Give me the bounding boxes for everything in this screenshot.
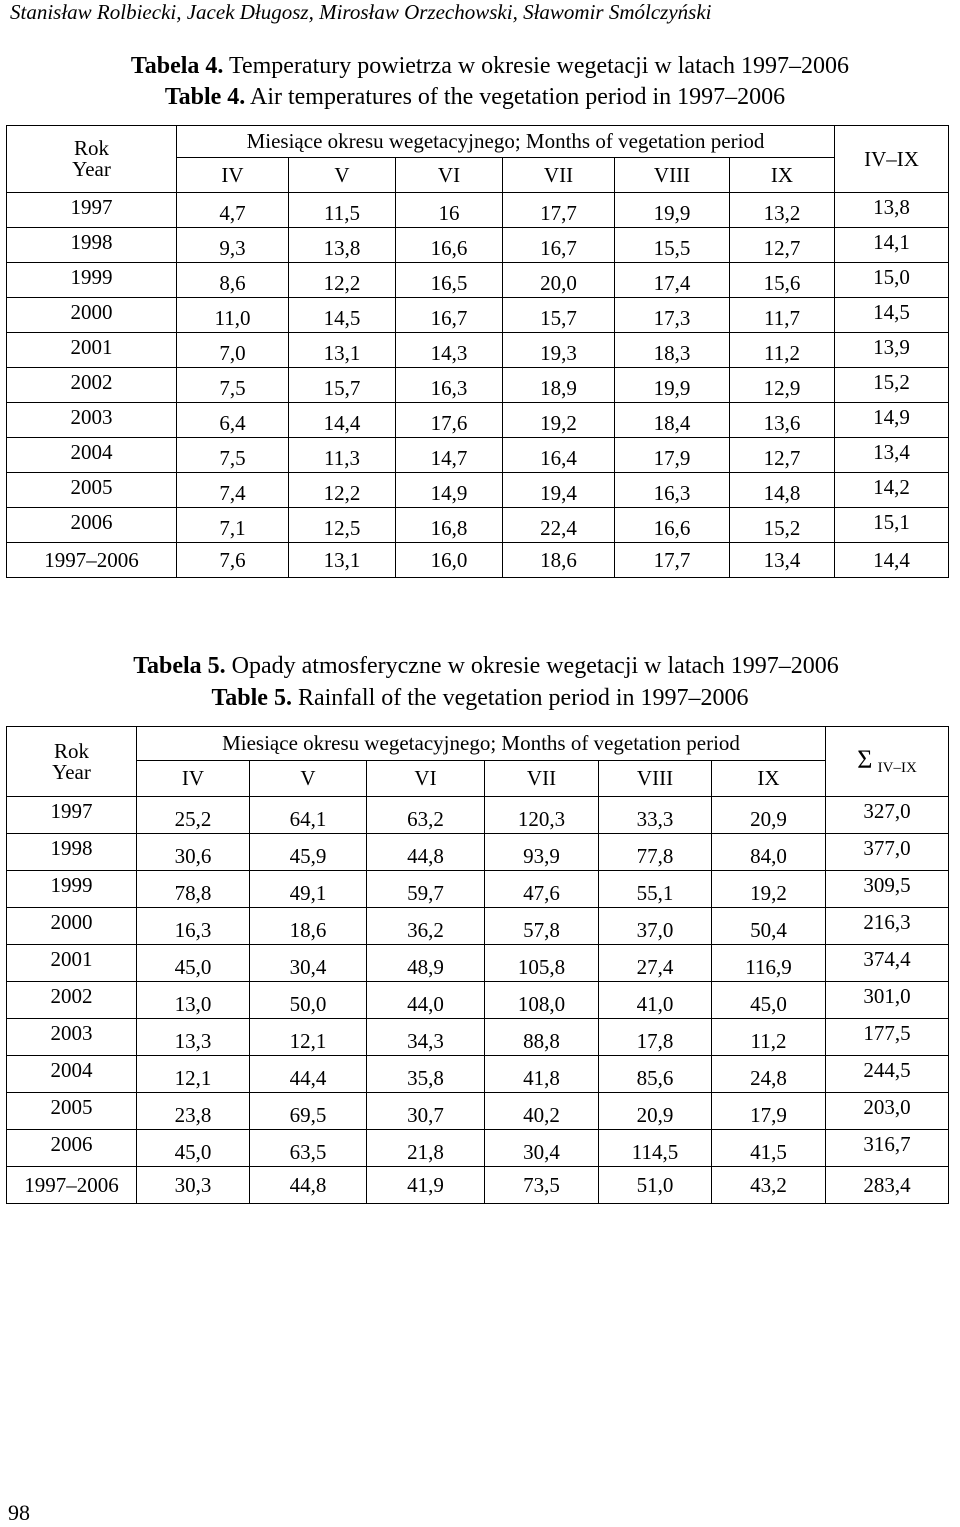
value-cell: 17,8 <box>599 1019 712 1056</box>
value-cell: 47,6 <box>485 871 599 908</box>
value-cell: 7,0 <box>177 333 289 368</box>
total-cell: 374,4 <box>826 945 949 982</box>
value-cell: 16,8 <box>396 508 503 543</box>
table-row <box>7 438 949 473</box>
value-cell: 18,4 <box>615 403 730 438</box>
value-cell: 14,7 <box>396 438 503 473</box>
value-cell: 64,1 <box>250 797 367 834</box>
value-cell: 49,1 <box>250 871 367 908</box>
value-cell: 12,2 <box>289 473 396 508</box>
summary-year-cell: 1997–2006 <box>7 1167 137 1204</box>
summary-total-cell: 14,4 <box>835 543 949 578</box>
table5-caption-pl <box>0 650 960 682</box>
value-cell: 45,0 <box>137 1130 250 1167</box>
year-cell: 1998 <box>7 834 137 871</box>
table4-title-pl: Temperatury powietrza w okresie wegetacji w latach 1997–2006 <box>223 53 850 79</box>
year-cell: 2002 <box>7 982 137 1019</box>
value-cell: 22,4 <box>503 508 615 543</box>
value-cell: 6,4 <box>177 403 289 438</box>
value-cell: 13,0 <box>137 982 250 1019</box>
table5-label-en: Table 5. <box>211 685 292 711</box>
value-cell: 48,9 <box>367 945 485 982</box>
summary-value-cell: 7,6 <box>177 543 289 578</box>
total-cell: 203,0 <box>826 1093 949 1130</box>
year-header-pl: Rok <box>53 738 89 763</box>
value-cell: 12,7 <box>730 438 835 473</box>
value-cell: 14,9 <box>396 473 503 508</box>
value-cell: 18,9 <box>503 368 615 403</box>
value-cell: 15,6 <box>730 263 835 298</box>
year-cell: 2006 <box>7 1130 137 1167</box>
value-cell: 84,0 <box>712 834 826 871</box>
month-header: VI <box>396 158 503 193</box>
year-header-pl: Rok <box>73 136 109 160</box>
month-header: VII <box>485 761 599 797</box>
summary-value-cell: 51,0 <box>599 1167 712 1204</box>
value-cell: 21,8 <box>367 1130 485 1167</box>
value-cell: 7,5 <box>177 438 289 473</box>
value-cell: 93,9 <box>485 834 599 871</box>
value-cell: 88,8 <box>485 1019 599 1056</box>
value-cell: 24,8 <box>712 1056 826 1093</box>
month-header: V <box>250 761 367 797</box>
value-cell: 105,8 <box>485 945 599 982</box>
year-cell: 2001 <box>7 945 137 982</box>
total-cell: 13,8 <box>835 193 949 228</box>
sigma-subscript: IV–IX <box>877 760 917 776</box>
table4-label-en: Table 4. <box>164 84 246 110</box>
table-row <box>7 333 949 368</box>
value-cell: 17,9 <box>615 438 730 473</box>
summary-value-cell: 18,6 <box>503 543 615 578</box>
value-cell: 16,6 <box>615 508 730 543</box>
summary-value-cell: 13,1 <box>289 543 396 578</box>
value-cell: 15,7 <box>289 368 396 403</box>
summary-value-cell: 13,4 <box>730 543 835 578</box>
value-cell: 45,0 <box>712 982 826 1019</box>
value-cell: 35,8 <box>367 1056 485 1093</box>
value-cell: 11,3 <box>289 438 396 473</box>
value-cell: 15,5 <box>615 228 730 263</box>
table4-caption-pl <box>0 50 960 82</box>
total-cell: 216,3 <box>826 908 949 945</box>
value-cell: 69,5 <box>250 1093 367 1130</box>
value-cell: 12,7 <box>730 228 835 263</box>
value-cell: 11,7 <box>730 298 835 333</box>
total-header: IV–IX <box>835 126 949 193</box>
value-cell: 45,0 <box>137 945 250 982</box>
year-header-en: Year <box>72 157 111 181</box>
month-header: VII <box>503 158 615 193</box>
total-cell: 244,5 <box>826 1056 949 1093</box>
total-cell: 14,1 <box>835 228 949 263</box>
table4-label-pl: Tabela 4. <box>130 53 224 79</box>
total-cell: 377,0 <box>826 834 949 871</box>
months-group-header: Miesiące okresu wegetacyjnego; Months of vegetation period <box>137 727 826 761</box>
table5-caption-en <box>0 682 960 714</box>
value-cell: 13,6 <box>730 403 835 438</box>
value-cell: 12,2 <box>289 263 396 298</box>
year-cell: 1999 <box>7 263 177 298</box>
value-cell: 13,3 <box>137 1019 250 1056</box>
year-header-en: Year <box>52 759 91 784</box>
year-cell: 2000 <box>7 908 137 945</box>
month-header: VI <box>367 761 485 797</box>
summary-value-cell: 16,0 <box>396 543 503 578</box>
value-cell: 19,3 <box>503 333 615 368</box>
year-cell: 2006 <box>7 508 177 543</box>
summary-row <box>7 543 949 578</box>
year-cell: 2000 <box>7 298 177 333</box>
value-cell: 41,8 <box>485 1056 599 1093</box>
value-cell: 19,2 <box>503 403 615 438</box>
value-cell: 13,2 <box>730 193 835 228</box>
table-row <box>7 945 949 982</box>
summary-value-cell: 17,7 <box>615 543 730 578</box>
value-cell: 14,3 <box>396 333 503 368</box>
table-row <box>7 1093 949 1130</box>
value-cell: 55,1 <box>599 871 712 908</box>
value-cell: 50,4 <box>712 908 826 945</box>
table-row <box>7 298 949 333</box>
year-header <box>7 727 137 797</box>
value-cell: 18,6 <box>250 908 367 945</box>
year-cell: 2005 <box>7 1093 137 1130</box>
table-row <box>7 908 949 945</box>
value-cell: 44,4 <box>250 1056 367 1093</box>
value-cell: 11,5 <box>289 193 396 228</box>
value-cell: 30,6 <box>137 834 250 871</box>
value-cell: 17,7 <box>503 193 615 228</box>
value-cell: 14,8 <box>730 473 835 508</box>
value-cell: 16,3 <box>137 908 250 945</box>
table-row <box>7 834 949 871</box>
total-header <box>826 727 949 797</box>
table-row <box>7 871 949 908</box>
sigma-symbol: Σ <box>857 745 873 774</box>
year-cell: 2005 <box>7 473 177 508</box>
temperature-table <box>6 125 949 578</box>
value-cell: 13,8 <box>289 228 396 263</box>
value-cell: 12,1 <box>137 1056 250 1093</box>
table-row <box>7 193 949 228</box>
month-header: IV <box>177 158 289 193</box>
rainfall-table <box>6 726 949 1204</box>
value-cell: 8,6 <box>177 263 289 298</box>
year-cell: 2002 <box>7 368 177 403</box>
value-cell: 17,3 <box>615 298 730 333</box>
value-cell: 36,2 <box>367 908 485 945</box>
value-cell: 14,4 <box>289 403 396 438</box>
value-cell: 120,3 <box>485 797 599 834</box>
running-head: Stanisław Rolbiecki, Jacek Długosz, Mirosław Orzechowski, Sławomir Smólczyński <box>10 0 712 24</box>
table-row <box>7 263 949 298</box>
value-cell: 12,9 <box>730 368 835 403</box>
value-cell: 16,4 <box>503 438 615 473</box>
value-cell: 11,0 <box>177 298 289 333</box>
year-header <box>7 126 177 193</box>
year-cell: 2004 <box>7 1056 137 1093</box>
value-cell: 15,7 <box>503 298 615 333</box>
table-row <box>7 228 949 263</box>
value-cell: 25,2 <box>137 797 250 834</box>
value-cell: 16,3 <box>615 473 730 508</box>
value-cell: 20,9 <box>712 797 826 834</box>
value-cell: 19,9 <box>615 368 730 403</box>
total-cell: 177,5 <box>826 1019 949 1056</box>
month-header: VIII <box>615 158 730 193</box>
value-cell: 17,4 <box>615 263 730 298</box>
value-cell: 108,0 <box>485 982 599 1019</box>
year-cell: 2001 <box>7 333 177 368</box>
value-cell: 85,6 <box>599 1056 712 1093</box>
total-cell: 13,9 <box>835 333 949 368</box>
value-cell: 20,9 <box>599 1093 712 1130</box>
summary-value-cell: 43,2 <box>712 1167 826 1204</box>
total-cell: 14,9 <box>835 403 949 438</box>
total-cell: 14,5 <box>835 298 949 333</box>
value-cell: 16,6 <box>396 228 503 263</box>
table-row <box>7 982 949 1019</box>
summary-year-cell: 1997–2006 <box>7 543 177 578</box>
table4-title-en: Air temperatures of the vegetation period in 1997–2006 <box>245 84 786 110</box>
value-cell: 4,7 <box>177 193 289 228</box>
total-cell: 316,7 <box>826 1130 949 1167</box>
value-cell: 13,1 <box>289 333 396 368</box>
total-cell: 301,0 <box>826 982 949 1019</box>
value-cell: 19,2 <box>712 871 826 908</box>
table5-title-en: Rainfall of the vegetation period in 1997–2006 <box>291 685 749 711</box>
value-cell: 78,8 <box>137 871 250 908</box>
total-cell: 15,1 <box>835 508 949 543</box>
month-header: VIII <box>599 761 712 797</box>
table-row <box>7 508 949 543</box>
summary-value-cell: 30,3 <box>137 1167 250 1204</box>
value-cell: 7,5 <box>177 368 289 403</box>
total-cell: 13,4 <box>835 438 949 473</box>
value-cell: 63,2 <box>367 797 485 834</box>
value-cell: 16,7 <box>503 228 615 263</box>
table-row <box>7 368 949 403</box>
year-cell: 1998 <box>7 228 177 263</box>
value-cell: 50,0 <box>250 982 367 1019</box>
value-cell: 59,7 <box>367 871 485 908</box>
month-header: IV <box>137 761 250 797</box>
year-cell: 1999 <box>7 871 137 908</box>
value-cell: 116,9 <box>712 945 826 982</box>
value-cell: 33,3 <box>599 797 712 834</box>
value-cell: 11,2 <box>712 1019 826 1056</box>
value-cell: 23,8 <box>137 1093 250 1130</box>
value-cell: 34,3 <box>367 1019 485 1056</box>
value-cell: 27,4 <box>599 945 712 982</box>
month-header: IX <box>712 761 826 797</box>
summary-value-cell: 41,9 <box>367 1167 485 1204</box>
value-cell: 30,7 <box>367 1093 485 1130</box>
value-cell: 30,4 <box>485 1130 599 1167</box>
value-cell: 19,9 <box>615 193 730 228</box>
value-cell: 12,1 <box>250 1019 367 1056</box>
value-cell: 20,0 <box>503 263 615 298</box>
total-cell: 14,2 <box>835 473 949 508</box>
value-cell: 16,3 <box>396 368 503 403</box>
value-cell: 44,8 <box>367 834 485 871</box>
value-cell: 16,7 <box>396 298 503 333</box>
value-cell: 11,2 <box>730 333 835 368</box>
total-cell: 15,0 <box>835 263 949 298</box>
table-row <box>7 473 949 508</box>
table-row <box>7 1130 949 1167</box>
value-cell: 16,5 <box>396 263 503 298</box>
total-cell: 15,2 <box>835 368 949 403</box>
table5-label-pl: Tabela 5. <box>133 653 226 679</box>
value-cell: 15,2 <box>730 508 835 543</box>
table4-caption-en <box>0 81 960 113</box>
value-cell: 114,5 <box>599 1130 712 1167</box>
table5-title-pl: Opady atmosferyczne w okresie wegetacji w latach 1997–2006 <box>225 653 839 679</box>
summary-total-cell: 283,4 <box>826 1167 949 1204</box>
year-cell: 1997 <box>7 193 177 228</box>
value-cell: 41,0 <box>599 982 712 1019</box>
summary-value-cell: 73,5 <box>485 1167 599 1204</box>
value-cell: 19,4 <box>503 473 615 508</box>
value-cell: 45,9 <box>250 834 367 871</box>
value-cell: 18,3 <box>615 333 730 368</box>
year-cell: 1997 <box>7 797 137 834</box>
value-cell: 16 <box>396 193 503 228</box>
value-cell: 14,5 <box>289 298 396 333</box>
summary-row <box>7 1167 949 1204</box>
month-header: IX <box>730 158 835 193</box>
months-group-header: Miesiące okresu wegetacyjnego; Months of vegetation period <box>177 126 835 158</box>
value-cell: 17,6 <box>396 403 503 438</box>
year-cell: 2003 <box>7 1019 137 1056</box>
value-cell: 40,2 <box>485 1093 599 1130</box>
month-header: V <box>289 158 396 193</box>
page-number: 98 <box>8 1500 30 1525</box>
value-cell: 7,4 <box>177 473 289 508</box>
table-row <box>7 797 949 834</box>
year-cell: 2003 <box>7 403 177 438</box>
table-row <box>7 1056 949 1093</box>
total-cell: 309,5 <box>826 871 949 908</box>
value-cell: 9,3 <box>177 228 289 263</box>
value-cell: 41,5 <box>712 1130 826 1167</box>
total-cell: 327,0 <box>826 797 949 834</box>
table-row <box>7 403 949 438</box>
summary-value-cell: 44,8 <box>250 1167 367 1204</box>
value-cell: 63,5 <box>250 1130 367 1167</box>
value-cell: 44,0 <box>367 982 485 1019</box>
value-cell: 12,5 <box>289 508 396 543</box>
value-cell: 57,8 <box>485 908 599 945</box>
value-cell: 17,9 <box>712 1093 826 1130</box>
value-cell: 30,4 <box>250 945 367 982</box>
value-cell: 37,0 <box>599 908 712 945</box>
value-cell: 7,1 <box>177 508 289 543</box>
table-row <box>7 1019 949 1056</box>
value-cell: 77,8 <box>599 834 712 871</box>
year-cell: 2004 <box>7 438 177 473</box>
